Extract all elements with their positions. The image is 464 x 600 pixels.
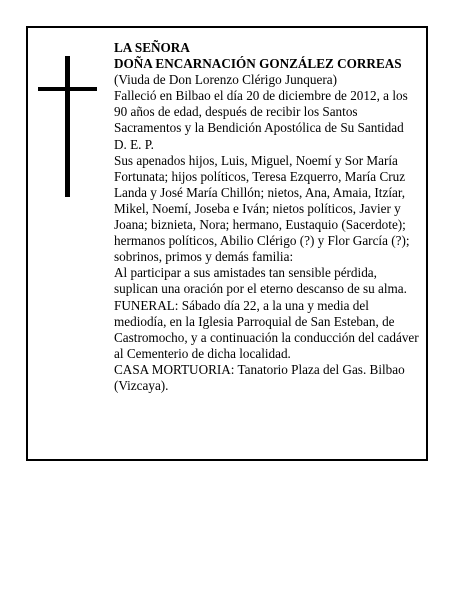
- funeral-home: CASA MORTUORIA: Tanatorio Plaza del Gas. Bilbao (Vizcaya).: [114, 361, 405, 393]
- honorific: LA SEÑORA: [114, 40, 190, 55]
- rip: D. E. P.: [114, 136, 154, 152]
- widow-of: (Viuda de Don Lorenzo Clérigo Junquera): [114, 72, 337, 88]
- obituary-text: [114, 40, 422, 394]
- cross-horizontal-bar: [38, 87, 97, 91]
- death-announcement: Falleció en Bilbao el día 20 de diciembre de 2012, a los 90 años de edad, después de recibir los Santos Sacramentos y la Bendición Apostólica de Su Santidad: [114, 88, 408, 136]
- deceased-name: DOÑA ENCARNACIÓN GONZÁLEZ CORREAS: [114, 56, 402, 72]
- prayer-request: Al participar a sus amistades tan sensible pérdida, suplican una oración por el eterno descanso de su alma.: [114, 265, 407, 297]
- cross-vertical-bar: [65, 56, 70, 197]
- funeral-details: FUNERAL: Sábado día 22, a la una y media del mediodía, en la Iglesia Parroquial de San Esteban, de Castromocho, y a continuación la conducción del cadáver al Cementerio de dicha localidad.: [114, 297, 419, 361]
- family-list: Sus apenados hijos, Luis, Miguel, Noemí y Sor María Fortunata; hijos políticos, Teresa Ezquerro, María Cruz Landa y José María Chillón; nietos, Ana, Amaia, Itzíar, Mikel, Noemí, Joseba e Iván; nietos políticos, Javier y Joana; biznieta, Nora; hermano, Eustaquio (Sacerdote); hermanos políticos, Abilio Clérigo (?) y Flor García (?); sobrinos, primos y demás familia:: [114, 152, 410, 265]
